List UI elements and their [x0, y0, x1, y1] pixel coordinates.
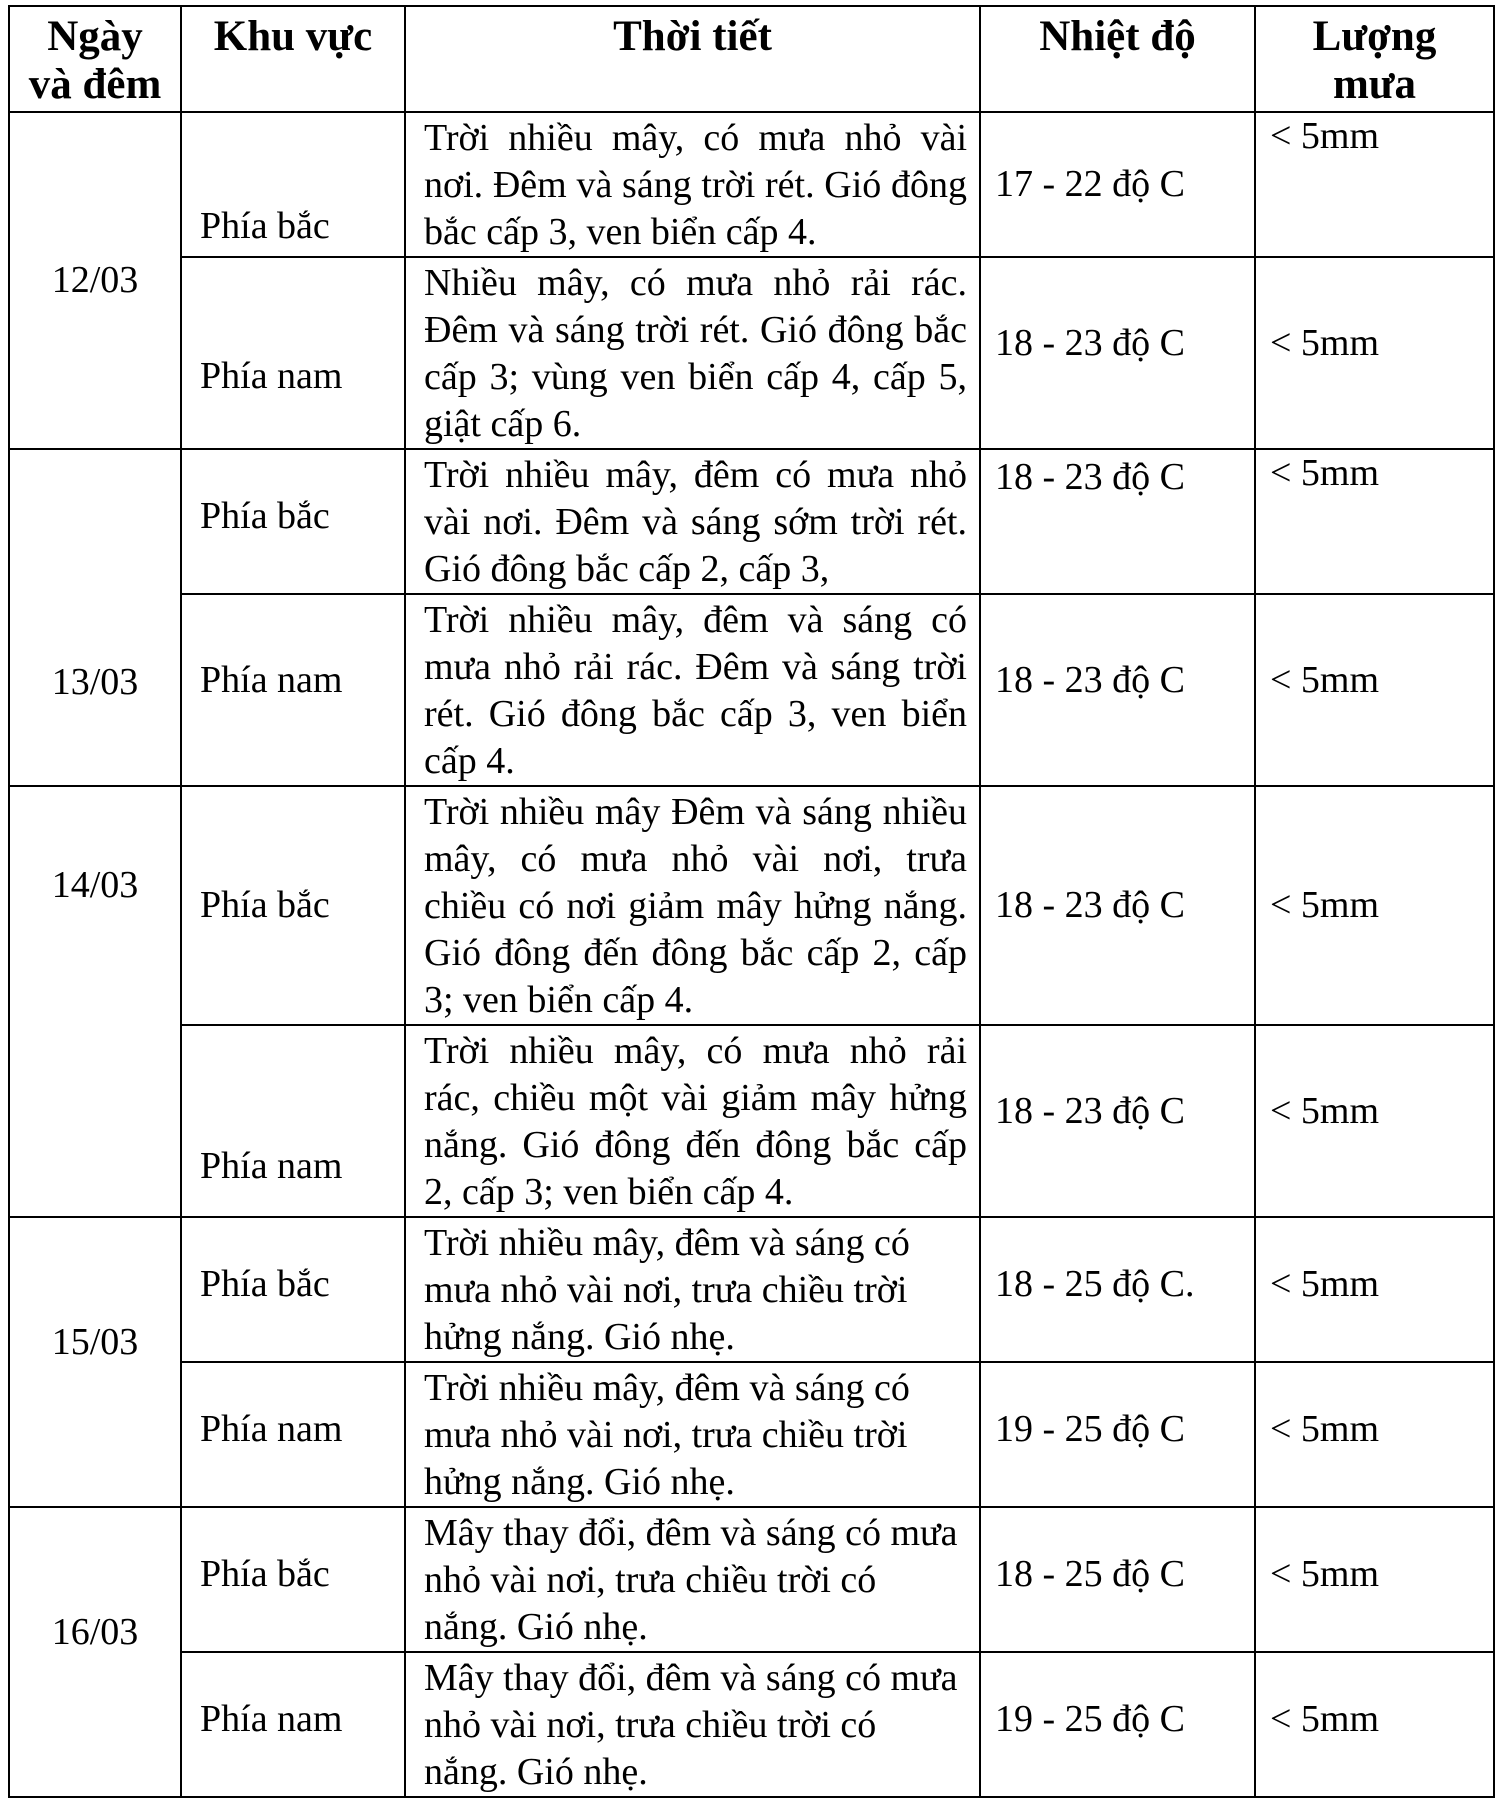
weather-cell: Mây thay đổi, đêm và sáng có mưa nhỏ vài nơi, trưa chiều trời có nắng. Gió nhẹ. [405, 1652, 980, 1797]
table-row [9, 449, 1494, 594]
rain-cell: < 5mm [1255, 1362, 1494, 1507]
region-cell: Phía nam [181, 1652, 405, 1797]
weather-cell: Trời nhiều mây, đêm và sáng có mưa nhỏ vài nơi, trưa chiều trời hửng nắng. Gió nhẹ. [405, 1362, 980, 1507]
table-row [9, 257, 1494, 449]
region-cell: Phía nam [181, 1025, 405, 1217]
temp-cell: 18 - 23 độ C [980, 449, 1255, 594]
table-row [9, 1217, 1494, 1362]
header-day [9, 6, 181, 112]
header-temp: Nhiệt độ [980, 6, 1255, 112]
weather-cell: Trời nhiều mây, đêm và sáng có mưa nhỏ rải rác. Đêm và sáng trời rét. Gió đông bắc cấp 3, ven biển cấp 4. [405, 594, 980, 786]
rain-cell: < 5mm [1255, 112, 1494, 257]
rain-cell: < 5mm [1255, 257, 1494, 449]
temp-cell: 18 - 23 độ C [980, 257, 1255, 449]
region-cell: Phía bắc [181, 1217, 405, 1362]
header-day-label: Ngày và đêm [28, 13, 162, 108]
rain-cell: < 5mm [1255, 1507, 1494, 1652]
rain-cell: < 5mm [1255, 786, 1494, 1025]
rain-cell: < 5mm [1255, 594, 1494, 786]
region-cell: Phía nam [181, 257, 405, 449]
table-row [9, 1362, 1494, 1507]
rain-cell: < 5mm [1255, 1025, 1494, 1217]
table-row [9, 1025, 1494, 1217]
region-cell: Phía nam [181, 594, 405, 786]
day-cell: 16/03 [9, 1507, 181, 1797]
region-cell: Phía bắc [181, 449, 405, 594]
header-row [9, 6, 1494, 112]
temp-cell: 18 - 25 độ C [980, 1507, 1255, 1652]
header-weather: Thời tiết [405, 6, 980, 112]
weather-cell: Trời nhiều mây, đêm và sáng có mưa nhỏ vài nơi, trưa chiều trời hửng nắng. Gió nhẹ. [405, 1217, 980, 1362]
weather-cell: Trời nhiều mây, đêm có mưa nhỏ vài nơi. Đêm và sáng sớm trời rét. Gió đông bắc cấp 2, cấp 3, [405, 449, 980, 594]
header-region: Khu vực [181, 6, 405, 112]
temp-cell: 18 - 23 độ C [980, 786, 1255, 1025]
day-cell: 15/03 [9, 1217, 181, 1507]
header-rain [1255, 6, 1494, 112]
table-row [9, 1652, 1494, 1797]
table-row [9, 594, 1494, 786]
table-row [9, 112, 1494, 257]
region-cell: Phía bắc [181, 112, 405, 257]
weather-cell: Trời nhiều mây Đêm và sáng nhiều mây, có mưa nhỏ vài nơi, trưa chiều có nơi giảm mây hửng nắng. Gió đông đến đông bắc cấp 2, cấp 3; ven biển cấp 4. [405, 786, 980, 1025]
temp-cell: 19 - 25 độ C [980, 1652, 1255, 1797]
temp-cell: 18 - 23 độ C [980, 594, 1255, 786]
weather-cell: Trời nhiều mây, có mưa nhỏ rải rác, chiều một vài giảm mây hửng nắng. Gió đông đến đông bắc cấp 2, cấp 3; ven biển cấp 4. [405, 1025, 980, 1217]
weather-forecast-table [8, 5, 1495, 1798]
temp-cell: 18 - 25 độ C. [980, 1217, 1255, 1362]
day-cell: 14/03 [9, 786, 181, 1217]
rain-cell: < 5mm [1255, 1217, 1494, 1362]
rain-cell: < 5mm [1255, 1652, 1494, 1797]
temp-cell: 19 - 25 độ C [980, 1362, 1255, 1507]
day-cell: 12/03 [9, 112, 181, 449]
temp-cell: 18 - 23 độ C [980, 1025, 1255, 1217]
weather-cell: Trời nhiều mây, có mưa nhỏ vài nơi. Đêm và sáng trời rét. Gió đông bắc cấp 3, ven biển cấp 4. [405, 112, 980, 257]
day-cell: 13/03 [9, 449, 181, 786]
temp-cell: 17 - 22 độ C [980, 112, 1255, 257]
weather-cell: Nhiều mây, có mưa nhỏ rải rác. Đêm và sáng trời rét. Gió đông bắc cấp 3; vùng ven biển cấp 4, cấp 5, giật cấp 6. [405, 257, 980, 449]
rain-cell: < 5mm [1255, 449, 1494, 594]
region-cell: Phía nam [181, 1362, 405, 1507]
weather-cell: Mây thay đổi, đêm và sáng có mưa nhỏ vài nơi, trưa chiều trời có nắng. Gió nhẹ. [405, 1507, 980, 1652]
table-row [9, 786, 1494, 1025]
region-cell: Phía bắc [181, 1507, 405, 1652]
region-cell: Phía bắc [181, 786, 405, 1025]
table-row [9, 1507, 1494, 1652]
header-rain-label: Lượng mưa [1312, 13, 1437, 108]
